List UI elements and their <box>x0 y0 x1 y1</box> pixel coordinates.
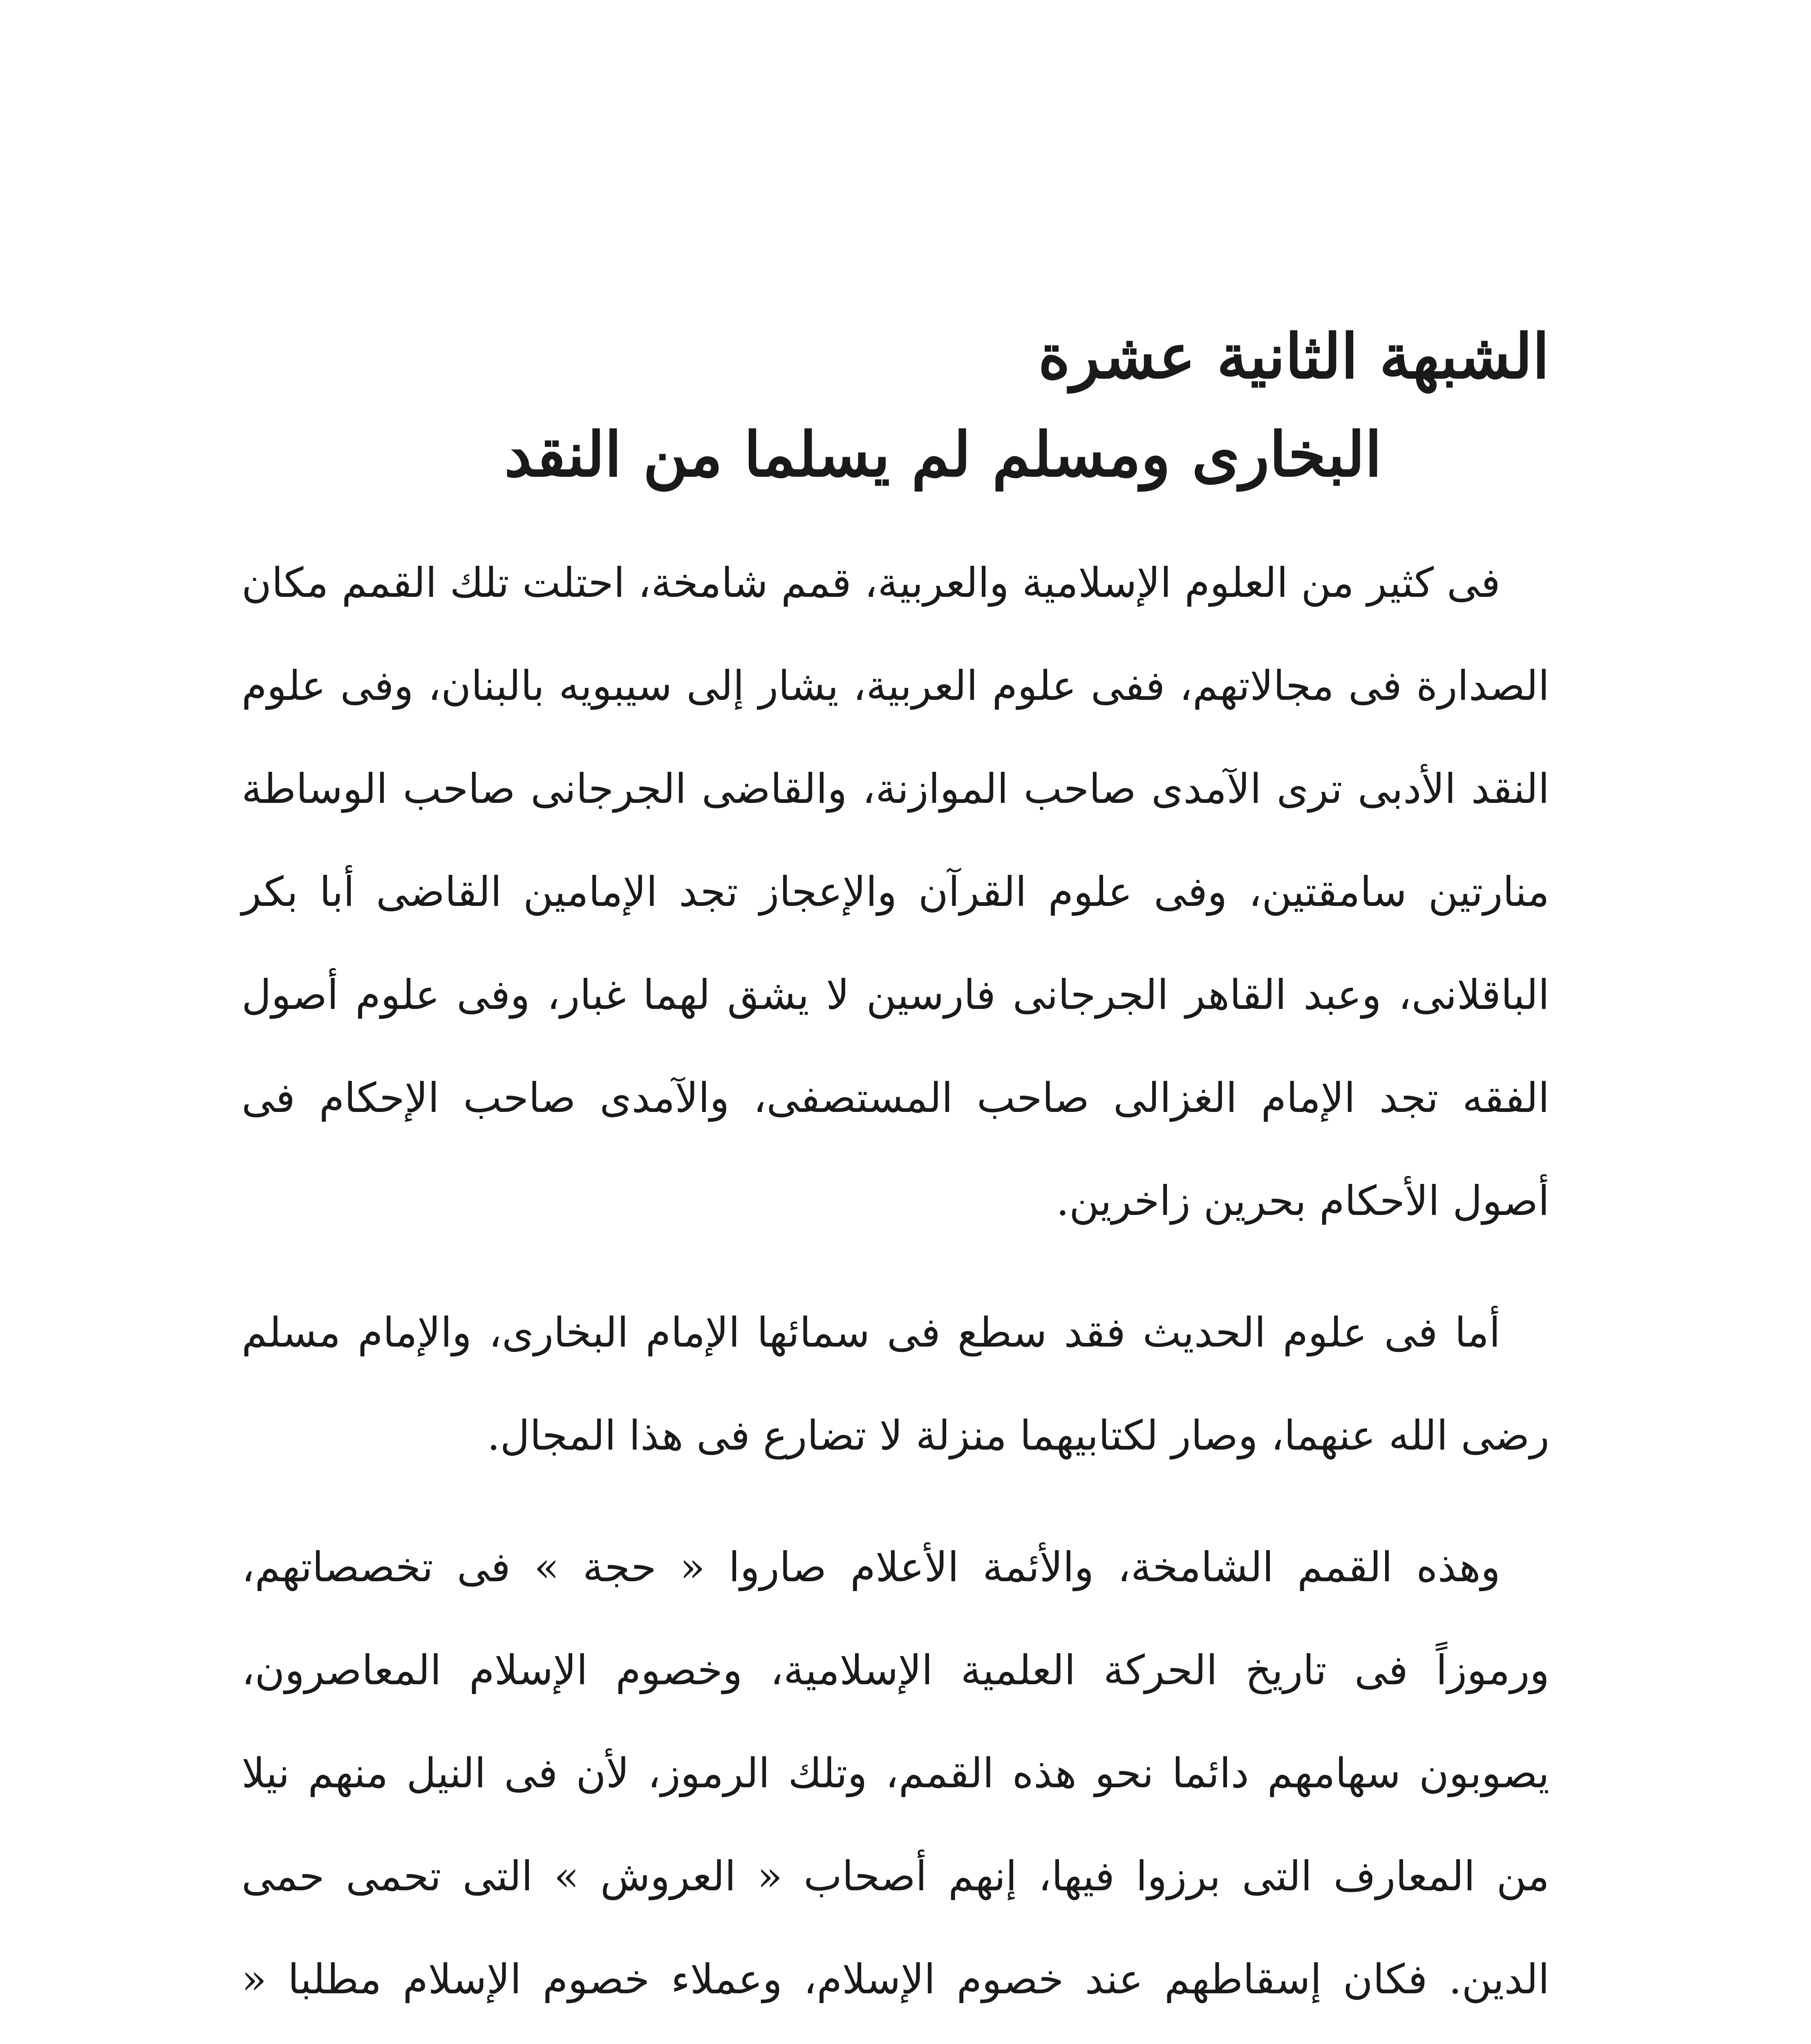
chapter-title: الشبهة الثانية عشرة <box>1038 320 1549 392</box>
paragraph-3: وهذه القمم الشامخة، والأئمة الأعلام صاروا « حجة » فى تخصصاتهم، ورموزاً فى تاريخ الحركة العلمية الإسلامية، وخصوم الإسلام المعاصرون، يصوبون سهامهم دائما نحو هذه القمم، وتلك الرموز، لأن فى النيل منهم نيلا من المعارف التى برزوا فيها، إنهم أصحاب « العروش » التى تحمى حمى الدين. فكان إسقاطهم عند خصوم الإسلام، وعملاء خصوم الإسلام مطلبا « <box>242 1543 1550 2003</box>
chapter-subtitle: البخارى ومسلم لم يسلما من النقد <box>504 419 1382 491</box>
paragraph-1: فى كثير من العلوم الإسلامية والعربية، قمم شامخة، احتلت تلك القمم مكان الصدارة فى مجالاتهم، ففى علوم العربية، يشار إلى سيبويه بالبنان، وفى علوم النقد الأدبى ترى الآمدى صاحب الموازنة، والقاضى الجرجانى صاحب الوساطة منارتين سامقتين، وفى علوم القرآن والإعجاز تجد الإمامين القاضى أبا بكر الباقلانى، وعبد القاهر الجرجانى فارسين لا يشق لهما غبار، وفى علوم أصول الفقه تجد الإمام الغزالى صاحب المستصفى، والآمدى صاحب الإحكام فى أصول الأحكام بحرين زاخرين. <box>242 559 1549 1225</box>
body-text <box>242 531 1549 2044</box>
paragraph-2: أما فى علوم الحديث فقد سطع فى سمائها الإمام البخارى، والإمام مسلم رضى الله عنهما، وصار لكتابيهما منزلة لا تضارع فى هذا المجال. <box>242 1309 1549 1459</box>
